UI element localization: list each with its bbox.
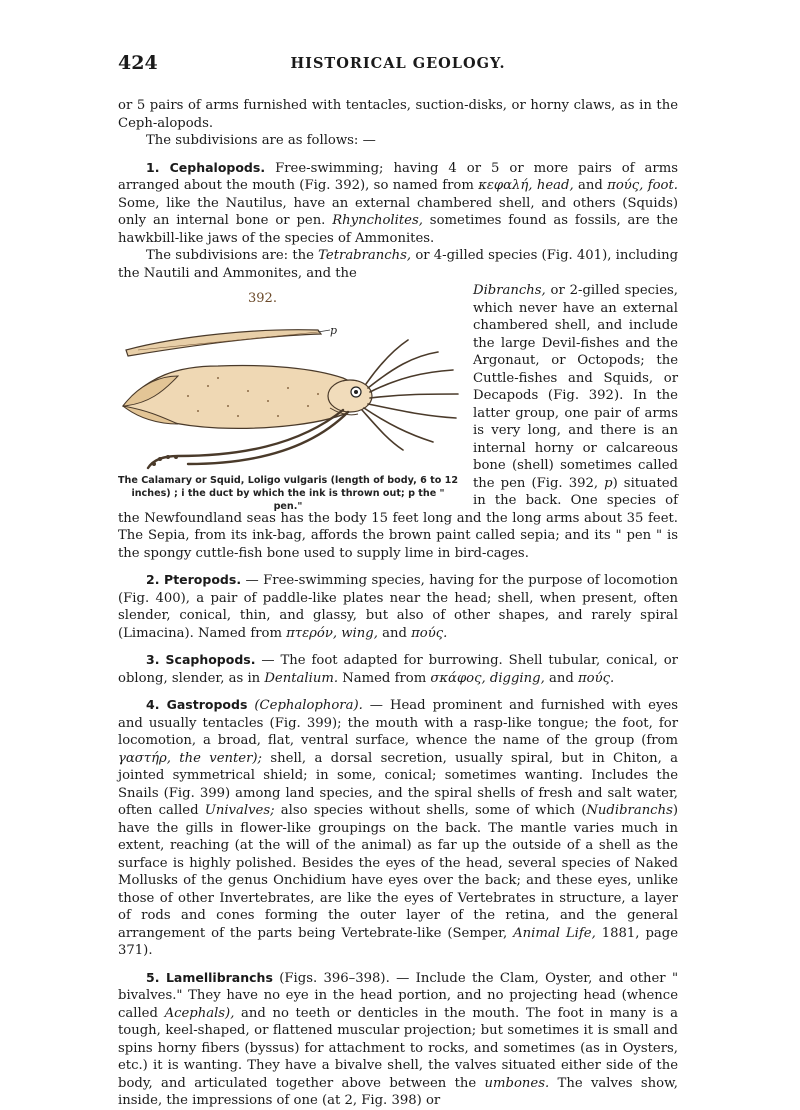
paragraph-scaphopods: 3. Scaphopods. — The foot adapted for burrowing. Shell tubular, conical, or oblong, slender, as in Dentalium. Named from σκάφος, digging, and πούς. (118, 652, 678, 686)
paragraph-cephalopod-subdivisions-cont: Dibranchs, or 2-gilled species, which never have an external chambered shell, and include the large Devil-fishes and the Argonaut, or Octopods; the Cuttle-fishes and Squids, or Decapods (Fig. 392). In the latter group, one pair of arms is very long, and there is an internal horny or calcareous bone (shell) sometimes called the pen (Fig. 392, p) situated in the back. One species of the Newfoundland seas has the body 15 feet long and the long arms about 35 feet. The Sepia, from its ink-bag, affords the brown paint called sepia; and its " pen " is the spongy cuttle-fish bone used to supply lime in bird-cages. (118, 283, 678, 561)
body-text (118, 97, 678, 1110)
page-number: 424 (118, 52, 158, 74)
heading-scaphopods: 3. Scaphopods. (146, 652, 256, 667)
running-title: HISTORICAL GEOLOGY. (290, 55, 506, 72)
heading-lamellibranchs: 5. Lamellibranchs (146, 969, 273, 985)
heading-gastropods: 4. Gastropods (146, 697, 248, 712)
pen-label: p (330, 324, 338, 337)
figure-number: 392. (248, 291, 277, 306)
paragraph-lamellibranchs: 5. Lamellibranchs (Figs. 396–398). — Include the Clam, Oyster, and other " bivalves." They have no eye in the head portion, and no projecting head (whence called Acephals), and no teeth or denticles in the mouth. The foot in many is a tough, keel-shaped, or flattened muscular projection; but sometimes it is small and spins horny fibers (byssus) for attachment to rocks, and sometimes (as in Oysters, etc.) it is wanting. They have a bivalve shell, the valves situated either side of the body, and articulated together above between the umbones. The valves show, inside, the impressions of one (at 2, Fig. 398) or (118, 969, 679, 1108)
paragraph-gastropods: 4. Gastropods (Cephalophora). — Head prominent and furnished with eyes and usually tentacles (Fig. 399); the mouth with a rasp-like tongue; the foot, for locomotion, a broad, flat, ventral surface, whence the name of the group (from γαστήρ, the venter); shell, a dorsal secretion, usually spiral, but in Chiton, a jointed symmetrical shield; in some, conical; sometimes wanting. Includes the Snails (Fig. 399) among land species, and the spiral shells of fresh and salt water, often called Univalves; also species without shells, some of which (Nudibranchs) have the gills in flower-like groupings on the back. The mantle varies much in extent, reaching (at the will of the animal) as far up the outside of a shell as the surface is highly polished. Besides the eyes of the head, several species of Naked Mollusks of the genus Onchidium have eyes over the back; and these eyes, unlike those of other Invertebrates, are like the eyes of Vertebrates in structure, a layer of rods and cones forming the outer layer of the retina, and the general arrangement of the parts being Vertebrate-like (Semper, Animal Life, 1881, page 371). (118, 697, 679, 958)
heading-cephalopods: 1. Cephalopods. (146, 159, 266, 175)
page-header (118, 52, 678, 76)
paragraph-pteropods: 2. Pteropods. — Free-swimming species, having for the purpose of locomotion (Fig. 400), a pair of paddle-like plates near the head; shell, when present, often slender, conical, thin, and glassy, but also of other shapes, and rarely spiral (Limacina). Named from πτερόν, wing, and πούς. (118, 572, 678, 641)
paragraph-cephalopods: 1. Cephalopods. Free-swimming; having 4 or 5 or more pairs of arms arranged about the mouth (Fig. 392), so named from κεφαλή, head, and πούς, foot. Some, like the Nautilus, have an external chambered shell, and others (Squids) only an internal bone or pen. Rhyncholites, sometimes found as fossils, are the hawkbill-like jaws of the species of Ammonites. (118, 159, 678, 246)
squid-illustration (118, 306, 463, 474)
figure-caption: The Calamary or Squid, Loligo vulgaris (length of body, 6 to 12 inches) ; i the duct by which the ink is thrown out; p the " pen." (118, 475, 459, 512)
paragraph-continuation: or 5 pairs of arms furnished with tentacles, suction-disks, or horny claws, as in the Ceph-alopods. (118, 98, 678, 131)
heading-pteropods: 2. Pteropods. (146, 572, 242, 587)
paragraph-subdivisions-intro: The subdivisions are as follows: — (146, 133, 376, 148)
paragraph-cephalopod-subdivisions: The subdivisions are: the Tetrabranchs, or 4-gilled species (Fig. 401), including the Nautili and Ammonites, and the (118, 248, 679, 281)
